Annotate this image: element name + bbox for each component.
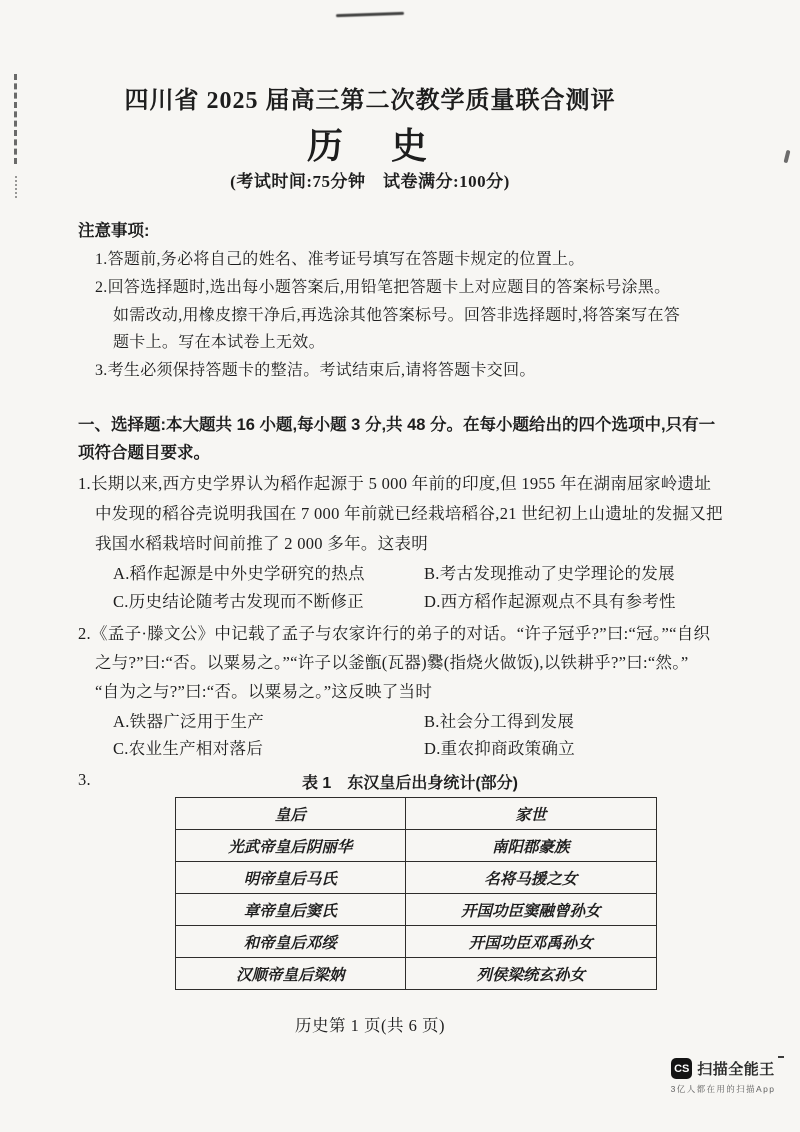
scan-mark-right [783, 150, 790, 164]
question-2-line-3: “自为之与?”曰:“否。以粟易之。”这反映了当时 [95, 682, 433, 701]
table-cell: 明帝皇后马氏 [176, 862, 406, 894]
subject-title: 历 史 [306, 126, 433, 166]
question-2-option-b: B.社会分工得到发展 [424, 712, 575, 731]
table-cell: 汉顺帝皇后梁妠 [176, 958, 406, 990]
table-caption: 表 1 东汉皇后出身统计(部分) [301, 775, 518, 792]
notice-item-2-line-3: 题卡上。写在本试卷上无效。 [113, 334, 325, 351]
question-1-line-2: 中发现的稻谷壳说明我国在 7 000 年前就已经栽培稻谷,21 世纪初上山遗址的发掘又把 [95, 504, 723, 523]
table-row [176, 926, 657, 958]
table-header-row [176, 798, 657, 830]
table-row [176, 958, 657, 990]
notice-item-2-line-1: 2.回答选择题时,选出每小题答案后,用铅笔把答题卡上对应题目的答案标号涂黑。 [95, 279, 671, 296]
table-cell: 列侯梁统玄孙女 [405, 958, 656, 990]
section-heading-line-1: 一、选择题:本大题共 16 小题,每小题 3 分,共 48 分。在每小题给出的四个选项中,只有一 [78, 416, 716, 434]
table-row [176, 830, 657, 862]
exam-title: 四川省 2025 届高三第二次教学质量联合测评 [124, 88, 616, 114]
scan-smudge-top [336, 12, 404, 17]
notice-heading: 注意事项: [78, 222, 150, 240]
question-2-option-c: C.农业生产相对落后 [113, 739, 264, 758]
question-1-option-c: C.历史结论随考古发现而不断修正 [113, 592, 364, 611]
table-cell: 南阳郡豪族 [405, 830, 656, 862]
table-cell: 开国功臣邓禹孙女 [405, 926, 656, 958]
question-2-line-2: 之与?”曰:“否。以粟易之。”“许子以釜甑(瓦器)爨(指烧火做饭),以铁耕乎?”曰:“然。” [95, 653, 689, 672]
question-1-option-a: A.稻作起源是中外史学研究的热点 [113, 564, 365, 583]
trademark-mark-icon [778, 1056, 784, 1058]
table-header-empress: 皇后 [176, 798, 406, 830]
question-2-option-d: D.重农抑商政策确立 [424, 739, 576, 758]
question-2-option-a: A.铁器广泛用于生产 [113, 712, 265, 731]
table-cell: 章帝皇后窦氏 [176, 894, 406, 926]
exam-info: (考试时间:75分钟 试卷满分:100分) [230, 172, 510, 191]
table-row [176, 862, 657, 894]
table-header-family: 家世 [405, 798, 656, 830]
camscanner-logo-icon: CS [671, 1058, 692, 1079]
notice-item-1: 1.答题前,务必将自己的姓名、准考证号填写在答题卡规定的位置上。 [95, 251, 585, 268]
table-cell: 名将马援之女 [405, 862, 656, 894]
table-cell: 开国功臣窦融曾孙女 [405, 894, 656, 926]
camscanner-watermark [668, 1058, 778, 1095]
table-row [176, 894, 657, 926]
question-1-line-3: 我国水稻栽培时间前推了 2 000 多年。这表明 [95, 534, 429, 553]
notice-item-2-line-2: 如需改动,用橡皮擦干净后,再选涂其他答案标号。回答非选择题时,将答案写在答 [113, 307, 681, 324]
section-heading-line-2: 项符合题目要求。 [78, 444, 210, 462]
empress-origin-table [175, 797, 657, 990]
question-1-option-b: B.考古发现推动了史学理论的发展 [424, 564, 675, 583]
camscanner-tagline: 3亿人都在用的扫描App [670, 1084, 776, 1094]
question-1-line-1: 1.长期以来,西方史学界认为稻作起源于 5 000 年前的印度,但 1955 年在湖南屈家岭遗址 [78, 474, 712, 493]
question-2-line-1: 2.《孟子·滕文公》中记载了孟子与农家许行的弟子的对话。“许子冠乎?”曰:“冠。”“自织 [78, 624, 711, 643]
table-cell: 和帝皇后邓绥 [176, 926, 406, 958]
question-3-number: 3. [78, 770, 91, 789]
camscanner-brand: 扫描全能王 [697, 1061, 775, 1078]
table-cell: 光武帝皇后阴丽华 [176, 830, 406, 862]
question-1-option-d: D.西方稻作起源观点不具有参考性 [424, 592, 676, 611]
page-footer: 历史第 1 页(共 6 页) [295, 1016, 445, 1035]
notice-item-3: 3.考生必须保持答题卡的整洁。考试结束后,请将答题卡交回。 [95, 362, 536, 379]
